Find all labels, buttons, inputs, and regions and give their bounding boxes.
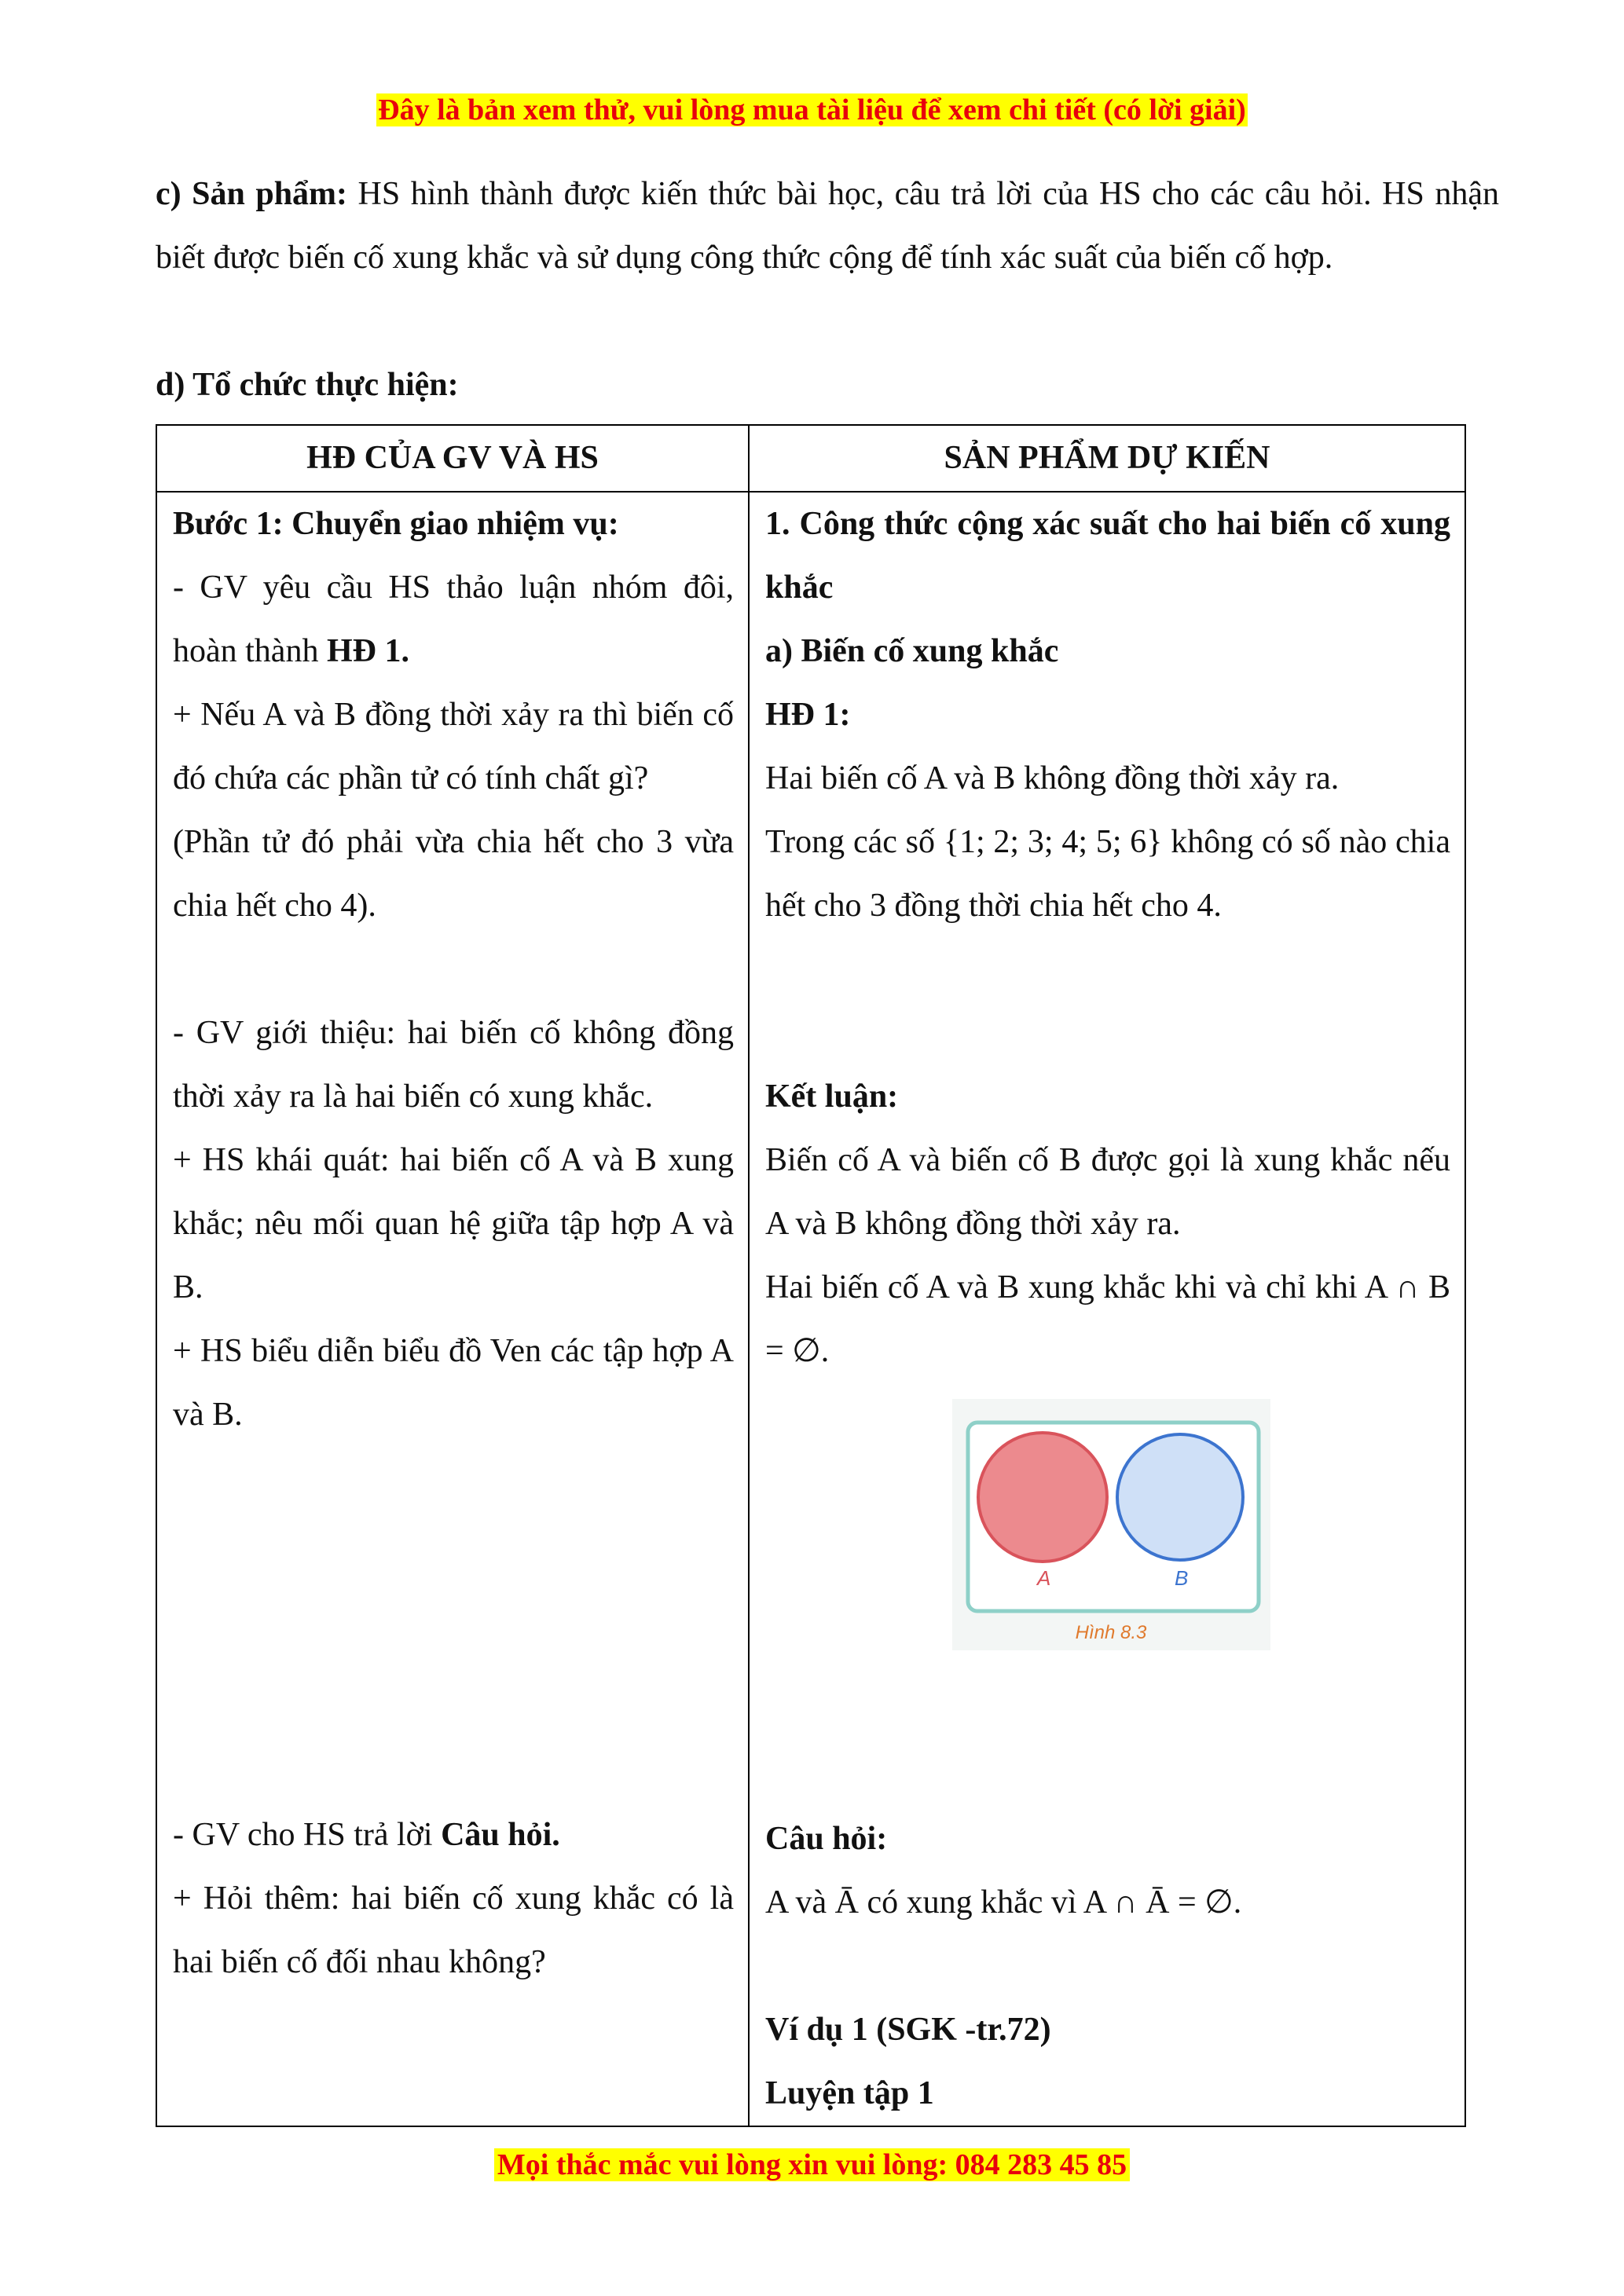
venn-set-a	[978, 1433, 1107, 1562]
answer-question-line: - GV cho HS trả lời Câu hỏi.	[173, 1817, 560, 1853]
answer-line-1: Hai biến cố A và B không đồng thời xảy ra.	[765, 760, 1340, 796]
hint-line: (Phần tử đó phải vừa chia hết cho 3 vừa chia hết cho 4).	[173, 824, 734, 924]
conclusion-label: Kết luận:	[765, 1078, 899, 1115]
condition-line: Hai biến cố A và B xung khắc khi và chỉ khi A ∩ B = ∅.	[765, 1269, 1450, 1369]
question-line: + Nếu A và B đồng thời xảy ra thì biến cố đó chứa các phần tử có tính chất gì?	[173, 697, 734, 796]
question-answer-line: A và Ā có xung khắc vì A ∩ Ā = ∅.	[765, 1884, 1242, 1921]
step-heading: Bước 1: Chuyển giao nhiệm vụ:	[173, 506, 619, 542]
venn-task-line: + HS biểu diễn biểu đồ Ven các tập hợp A và B.	[173, 1333, 734, 1433]
preview-banner: Đây là bản xem thử, vui lòng mua tài liệu để xem chi tiết (có lời giải)	[378, 93, 1246, 126]
definition-line: Biến cố A và biến cố B được gọi là xung khắc nếu A và B không đồng thời xảy ra.	[765, 1142, 1450, 1242]
question-label: Câu hỏi:	[765, 1821, 888, 1857]
venn-set-b	[1117, 1434, 1243, 1560]
subsection-heading: a) Biến cố xung khắc	[765, 633, 1059, 669]
follow-up-question-line: + Hỏi thêm: hai biến cố xung khắc có là hai biến cố đối nhau không?	[173, 1880, 734, 1980]
organization-heading: d) Tổ chức thực hiện:	[156, 367, 459, 403]
venn-diagram-figure	[952, 1399, 1270, 1650]
column-header-products: SẢN PHẨM DỰ KIẾN	[749, 425, 1465, 492]
venn-label-b: B	[1175, 1566, 1189, 1590]
venn-label-a: A	[1037, 1566, 1051, 1590]
product-label: c) Sản phẩm:	[156, 176, 348, 212]
example-label: Ví dụ 1 (SGK -tr.72)	[765, 2012, 1051, 2048]
task-line: - GV yêu cầu HS thảo luận nhóm đôi, hoàn thành HĐ 1.	[173, 569, 734, 669]
product-text: HS hình thành được kiến thức bài học, câu trả lời của HS cho các câu hỏi. HS nhận biết được biến cố xung khắc và sử dụng công thức cộng để tính xác suất của biến cố hợp.	[156, 176, 1499, 276]
teacher-student-activities	[156, 492, 749, 2126]
contact-footer: Mọi thắc mắc vui lòng xin vui lòng: 084 283 45 85	[0, 2148, 1624, 2182]
activity-table	[156, 424, 1466, 2127]
activity-label: HĐ 1:	[765, 697, 851, 733]
expected-products	[749, 492, 1465, 2126]
answer-line-2: Trong các số {1; 2; 3; 4; 5; 6} không có số nào chia hết cho 3 đồng thời chia hết cho 4.	[765, 824, 1450, 924]
practice-label: Luyện tập 1	[765, 2075, 934, 2111]
product-paragraph	[156, 163, 1499, 290]
section-heading: 1. Công thức cộng xác suất cho hai biến cố xung khắc	[765, 506, 1450, 606]
column-header-activities: HĐ CỦA GV VÀ HS	[156, 425, 749, 492]
generalize-line: + HS khái quát: hai biến cố A và B xung khắc; nêu mối quan hệ giữa tập hợp A và B.	[173, 1142, 734, 1305]
teacher-intro-line: - GV giới thiệu: hai biến cố không đồng thời xảy ra là hai biến có xung khắc.	[173, 1015, 734, 1115]
figure-caption: Hình 8.3	[1075, 1622, 1147, 1643]
